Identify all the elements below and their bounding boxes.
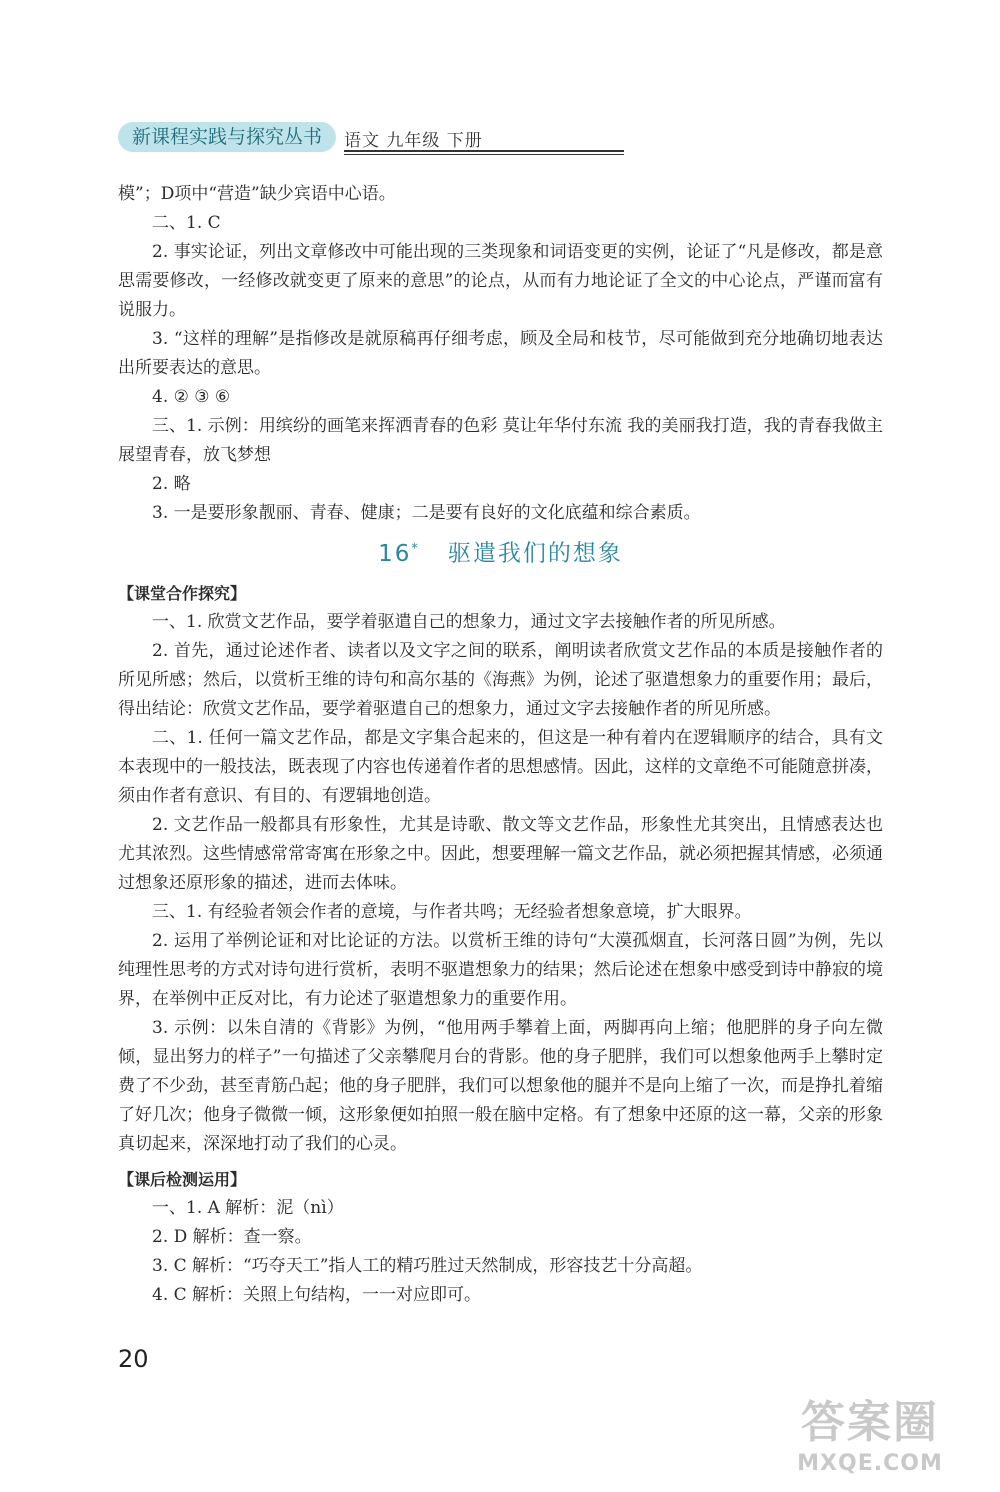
answer-line: 2. 略 [152, 474, 191, 494]
running-header [118, 118, 518, 158]
subject-label: 语文 九年级 下册 [344, 131, 483, 151]
answer-line: 2. 事实论证，列出文章修改中可能出现的三类现象和词语变更的实例，论证了“凡是修改，都是意思需要修改，一经修改就变更了原来的意思”的论点，从而有力地论证了全文的中心论点，严谨而富有说服力。 [118, 242, 883, 320]
watermark [770, 1395, 970, 1485]
answer-line: 一、1. A 解析：泥（nì） [152, 1197, 344, 1218]
answer-line: 2. 首先，通过论述作者、读者以及文字之间的联系，阐明读者欣赏文艺作品的本质是接触作者的所见所感；然后，以赏析王维的诗句和高尔基的《海燕》为例，论述了驱遣想象力的重要作用；最后，得出结论：欣赏文艺作品，要学着驱遣自己的想象力，通过文字去接触作者的所见所感。 [118, 640, 883, 719]
answer-line: 模”；D项中“营造”缺少宾语中心语。 [118, 184, 396, 204]
watermark-logo: 答案圈 [801, 1397, 939, 1448]
watermark-url: MXQE.COM [797, 1451, 943, 1476]
answer-line: 三、1. 有经验者领会作者的意境，与作者共鸣；无经验者想象意境，扩大眼界。 [152, 901, 752, 922]
answer-line: 3. 示例：以朱自清的《背影》为例，“他用两手攀着上面，两脚再向上缩；他肥胖的身子向左微倾，显出努力的样子”一句描述了父亲攀爬月台的背影。他的身子肥胖，我们可以想象他两手上攀时定费了不少劲，甚至青筋凸起；他的身子肥胖，我们可以想象他的腿并不是向上缩了一次，而是挣扎着缩了好几次；他身子微微一倾，这形象便如拍照一般在脑中定格。有了想象中还原的这一幕，父亲的形象真切起来，深深地打动了我们的心灵。 [118, 1017, 883, 1154]
section-heading: 【课后检测运用】 [118, 1169, 247, 1189]
answer-line: 2. 运用了举例论证和对比论证的方法。以赏析王维的诗句“大漠孤烟直，长河落日圆”为例，先以纯理性思考的方式对诗句进行赏析，表明不驱遣想象力的结果；然后论述在想象中感受到诗中静寂的境界，在举例中正反对比，有力论述了驱遣想象力的重要作用。 [118, 930, 883, 1009]
header-rule-thin [344, 154, 624, 155]
page-number: 20 [118, 1345, 149, 1373]
answer-line: 3. “这样的理解”是指修改是就原稿再仔细考虑，顾及全局和枝节，尽可能做到充分地确切地表达出所要表达的意思。 [118, 329, 883, 378]
section-heading: 【课堂合作探究】 [118, 583, 247, 603]
answer-line: 二、1. 任何一篇文艺作品，都是文字集合起来的，但这是一种有着内在逻辑顺序的结合，具有文本表现中的一般技法，既表现了内容也传递着作者的思想感情。因此，这样的文章绝不可能随意拼凑，须由作者有意识、有目的、有逻辑地创造。 [118, 727, 883, 806]
answer-line: 三、1. 示例：用缤纷的画笔来挥洒青春的色彩 莫让年华付东流 我的美丽我打造，我的青春我做主 展望青春，放飞梦想 [118, 416, 883, 465]
answer-line: 4. C 解析：关照上句结构，一一对应即可。 [152, 1284, 482, 1305]
answer-line: 二、1. C [152, 213, 221, 233]
answer-line: 3. 一是要形象靓丽、青春、健康；二是要有良好的文化底蕴和综合素质。 [152, 503, 701, 523]
series-badge: 新课程实践与探究丛书 [118, 122, 336, 152]
answer-line: 2. 文艺作品一般都具有形象性，尤其是诗歌、散文等文艺作品，形象性尤其突出，且情感表达也尤其浓烈。这些情感常常寄寓在形象之中。因此，想要理解一篇文艺作品，就必须把握其情感，必须通过想象还原形象的描述，进而去体味。 [118, 814, 883, 893]
answer-line: 4. ② ③ ⑥ [152, 387, 231, 407]
page-content [118, 180, 883, 1310]
lesson-number: 16* [378, 540, 420, 567]
lesson-title [118, 534, 883, 569]
header-rule [344, 150, 624, 152]
answer-line: 3. C 解析：“巧夺天工”指人工的精巧胜过天然制成，形容技艺十分高超。 [152, 1255, 703, 1276]
answer-line: 2. D 解析：查一察。 [152, 1226, 312, 1247]
lesson-title-text: 驱遣我们的想象 [447, 540, 623, 567]
answer-line: 一、1. 欣赏文艺作品，要学着驱遣自己的想象力，通过文字去接触作者的所见所感。 [152, 611, 786, 632]
